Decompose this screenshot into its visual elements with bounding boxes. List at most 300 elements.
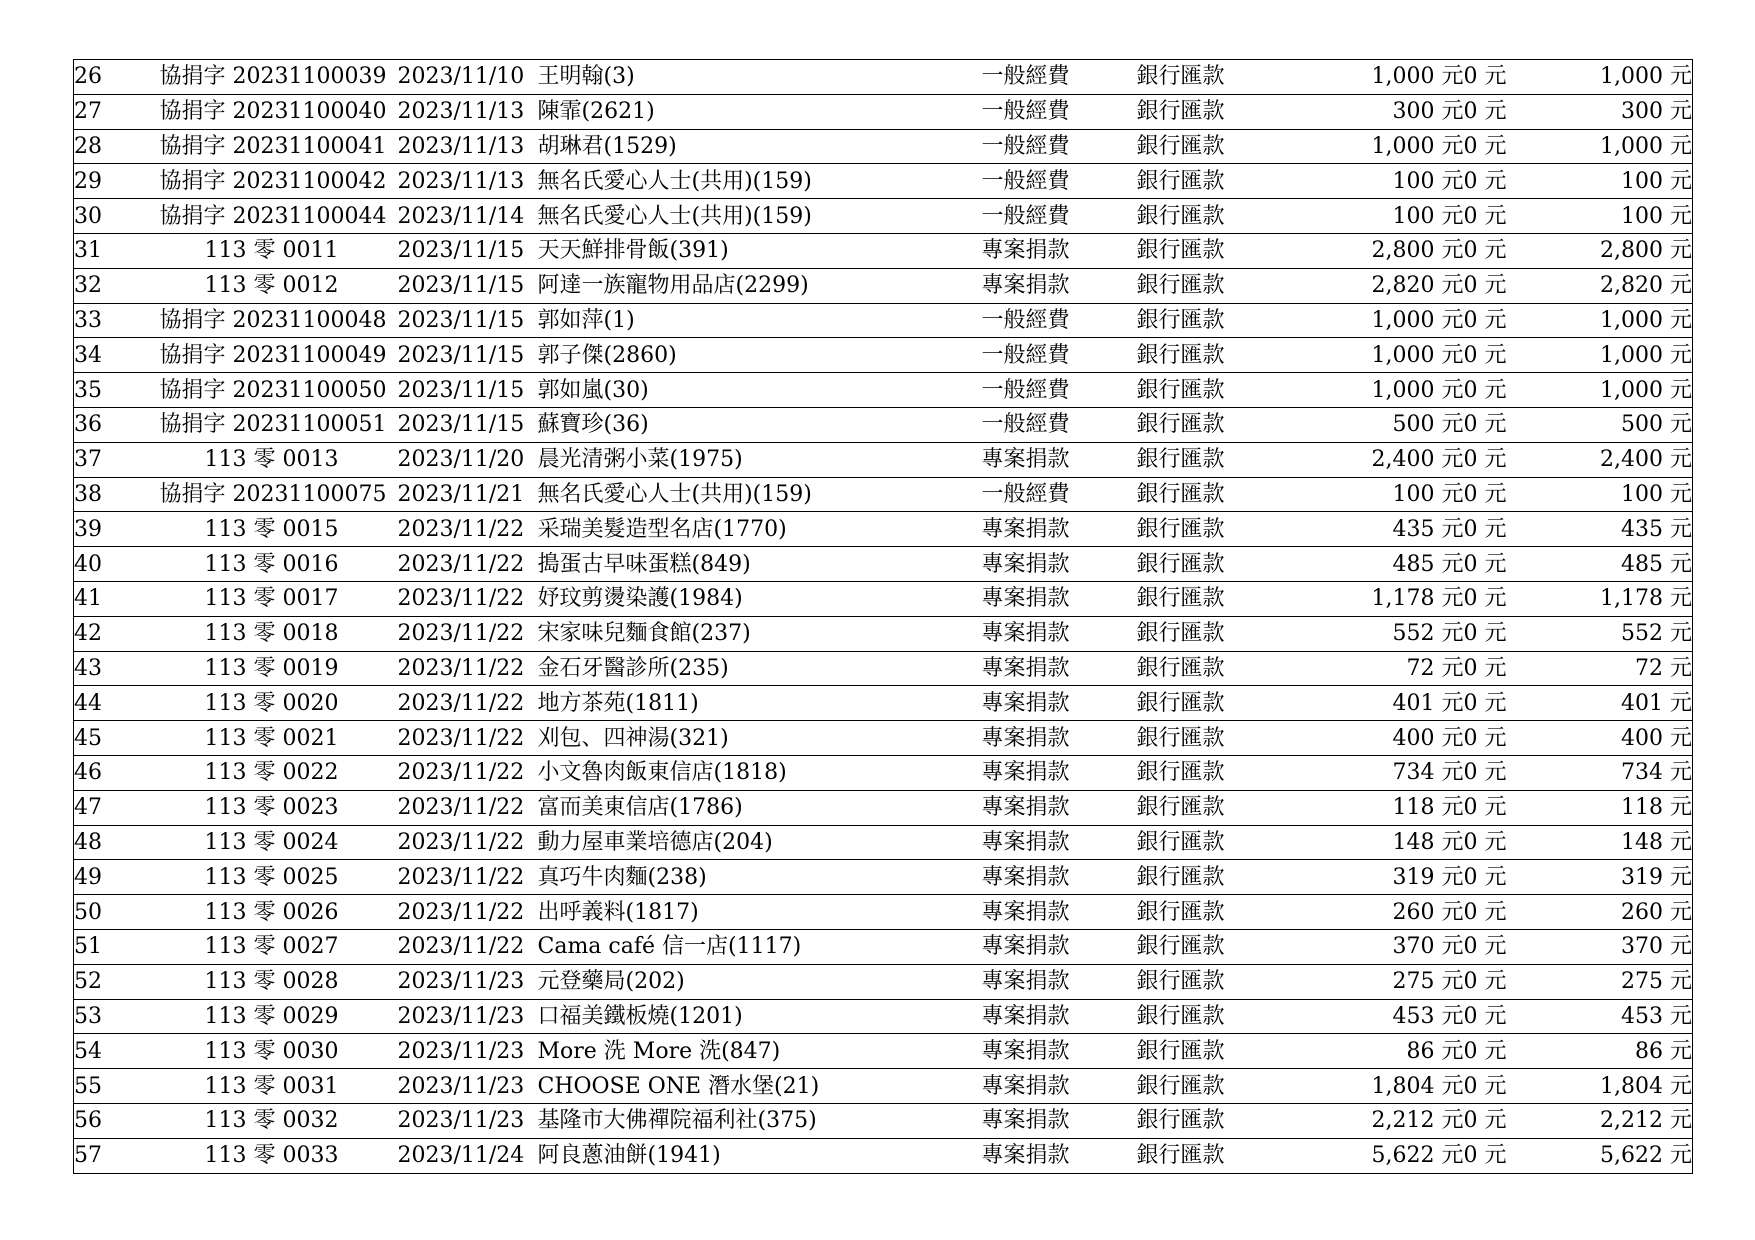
donation-type-cell: 專案捐款 [982, 686, 1137, 721]
donor-name-cell: 無名氏愛心人士(共用)(159) [538, 477, 982, 512]
fee-amount-cell: 0 元 [1464, 581, 1584, 616]
receipt-number-cell: 協捐字 20231100075 [146, 477, 398, 512]
payment-method-cell: 銀行匯款 [1137, 721, 1282, 756]
receipt-number-cell: 113 零 0012 [146, 268, 398, 303]
net-amount-cell: 1,000 元 [1584, 60, 1693, 95]
table-row [74, 721, 1693, 756]
receipt-number-cell: 協捐字 20231100039 [146, 60, 398, 95]
row-number-cell: 38 [74, 477, 146, 512]
ledger-body [74, 60, 1693, 1174]
table-row [74, 94, 1693, 129]
fee-amount-cell: 0 元 [1464, 686, 1584, 721]
row-number-cell: 36 [74, 407, 146, 442]
donation-date-cell: 2023/11/22 [398, 755, 538, 790]
row-number-cell: 57 [74, 1138, 146, 1173]
row-number-cell: 46 [74, 755, 146, 790]
payment-method-cell: 銀行匯款 [1137, 129, 1282, 164]
donation-date-cell: 2023/11/23 [398, 964, 538, 999]
donation-date-cell: 2023/11/13 [398, 129, 538, 164]
row-number-cell: 39 [74, 512, 146, 547]
table-row [74, 60, 1693, 95]
donation-date-cell: 2023/11/22 [398, 929, 538, 964]
payment-method-cell: 銀行匯款 [1137, 477, 1282, 512]
donation-type-cell: 專案捐款 [982, 999, 1137, 1034]
donation-date-cell: 2023/11/22 [398, 825, 538, 860]
payment-method-cell: 銀行匯款 [1137, 233, 1282, 268]
row-number-cell: 28 [74, 129, 146, 164]
payment-method-cell: 銀行匯款 [1137, 373, 1282, 408]
payment-method-cell: 銀行匯款 [1137, 164, 1282, 199]
net-amount-cell: 552 元 [1584, 616, 1693, 651]
donor-name-cell: 搗蛋古早味蛋糕(849) [538, 547, 982, 582]
receipt-number-cell: 協捐字 20231100042 [146, 164, 398, 199]
row-number-cell: 31 [74, 233, 146, 268]
donation-amount-cell: 86 元 [1282, 1034, 1464, 1069]
donation-amount-cell: 1,000 元 [1282, 338, 1464, 373]
receipt-number-cell: 113 零 0023 [146, 790, 398, 825]
payment-method-cell: 銀行匯款 [1137, 1034, 1282, 1069]
donation-type-cell: 專案捐款 [982, 233, 1137, 268]
net-amount-cell: 2,400 元 [1584, 442, 1693, 477]
receipt-number-cell: 113 零 0018 [146, 616, 398, 651]
payment-method-cell: 銀行匯款 [1137, 1138, 1282, 1173]
net-amount-cell: 401 元 [1584, 686, 1693, 721]
net-amount-cell: 275 元 [1584, 964, 1693, 999]
row-number-cell: 54 [74, 1034, 146, 1069]
donor-name-cell: 陳霏(2621) [538, 94, 982, 129]
table-row [74, 790, 1693, 825]
donor-name-cell: 金石牙醫診所(235) [538, 651, 982, 686]
table-row [74, 929, 1693, 964]
donation-type-cell: 一般經費 [982, 129, 1137, 164]
donation-type-cell: 專案捐款 [982, 790, 1137, 825]
fee-amount-cell: 0 元 [1464, 1103, 1584, 1138]
net-amount-cell: 72 元 [1584, 651, 1693, 686]
donation-type-cell: 專案捐款 [982, 755, 1137, 790]
row-number-cell: 27 [74, 94, 146, 129]
donation-type-cell: 專案捐款 [982, 929, 1137, 964]
payment-method-cell: 銀行匯款 [1137, 407, 1282, 442]
table-row [74, 407, 1693, 442]
table-row [74, 164, 1693, 199]
donation-amount-cell: 2,800 元 [1282, 233, 1464, 268]
row-number-cell: 35 [74, 373, 146, 408]
donation-date-cell: 2023/11/23 [398, 1034, 538, 1069]
donor-name-cell: 宋家味兒麵食館(237) [538, 616, 982, 651]
donation-amount-cell: 100 元 [1282, 477, 1464, 512]
receipt-number-cell: 113 零 0021 [146, 721, 398, 756]
row-number-cell: 41 [74, 581, 146, 616]
table-row [74, 1034, 1693, 1069]
receipt-number-cell: 113 零 0020 [146, 686, 398, 721]
donation-amount-cell: 2,400 元 [1282, 442, 1464, 477]
donor-name-cell: 蘇寶珍(36) [538, 407, 982, 442]
payment-method-cell: 銀行匯款 [1137, 616, 1282, 651]
fee-amount-cell: 0 元 [1464, 616, 1584, 651]
fee-amount-cell: 0 元 [1464, 1034, 1584, 1069]
donor-name-cell: 郭子傑(2860) [538, 338, 982, 373]
donation-type-cell: 專案捐款 [982, 1138, 1137, 1173]
net-amount-cell: 500 元 [1584, 407, 1693, 442]
donation-amount-cell: 1,178 元 [1282, 581, 1464, 616]
donation-amount-cell: 300 元 [1282, 94, 1464, 129]
donation-amount-cell: 1,000 元 [1282, 303, 1464, 338]
table-row [74, 755, 1693, 790]
table-row [74, 1069, 1693, 1104]
donor-name-cell: CHOOSE ONE 潛水堡(21) [538, 1069, 982, 1104]
row-number-cell: 44 [74, 686, 146, 721]
donation-type-cell: 專案捐款 [982, 860, 1137, 895]
donation-date-cell: 2023/11/15 [398, 338, 538, 373]
payment-method-cell: 銀行匯款 [1137, 895, 1282, 930]
receipt-number-cell: 協捐字 20231100049 [146, 338, 398, 373]
donation-amount-cell: 118 元 [1282, 790, 1464, 825]
table-row [74, 1103, 1693, 1138]
donation-amount-cell: 148 元 [1282, 825, 1464, 860]
net-amount-cell: 260 元 [1584, 895, 1693, 930]
net-amount-cell: 300 元 [1584, 94, 1693, 129]
row-number-cell: 53 [74, 999, 146, 1034]
receipt-number-cell: 113 零 0032 [146, 1103, 398, 1138]
donation-date-cell: 2023/11/15 [398, 407, 538, 442]
donor-name-cell: 郭如嵐(30) [538, 373, 982, 408]
donation-type-cell: 專案捐款 [982, 1069, 1137, 1104]
donation-date-cell: 2023/11/22 [398, 686, 538, 721]
fee-amount-cell: 0 元 [1464, 999, 1584, 1034]
receipt-number-cell: 協捐字 20231100040 [146, 94, 398, 129]
receipt-number-cell: 協捐字 20231100048 [146, 303, 398, 338]
donation-type-cell: 專案捐款 [982, 1103, 1137, 1138]
fee-amount-cell: 0 元 [1464, 268, 1584, 303]
table-row [74, 512, 1693, 547]
table-row [74, 199, 1693, 234]
donation-amount-cell: 552 元 [1282, 616, 1464, 651]
donor-name-cell: 真巧牛肉麵(238) [538, 860, 982, 895]
donation-amount-cell: 370 元 [1282, 929, 1464, 964]
fee-amount-cell: 0 元 [1464, 790, 1584, 825]
donor-name-cell: 地方茶苑(1811) [538, 686, 982, 721]
donation-date-cell: 2023/11/24 [398, 1138, 538, 1173]
donation-amount-cell: 5,622 元 [1282, 1138, 1464, 1173]
fee-amount-cell: 0 元 [1464, 233, 1584, 268]
donor-name-cell: 動力屋車業培德店(204) [538, 825, 982, 860]
payment-method-cell: 銀行匯款 [1137, 60, 1282, 95]
donation-amount-cell: 500 元 [1282, 407, 1464, 442]
fee-amount-cell: 0 元 [1464, 651, 1584, 686]
row-number-cell: 47 [74, 790, 146, 825]
row-number-cell: 30 [74, 199, 146, 234]
donation-amount-cell: 435 元 [1282, 512, 1464, 547]
payment-method-cell: 銀行匯款 [1137, 512, 1282, 547]
donor-name-cell: 出呼義料(1817) [538, 895, 982, 930]
payment-method-cell: 銀行匯款 [1137, 755, 1282, 790]
net-amount-cell: 2,820 元 [1584, 268, 1693, 303]
net-amount-cell: 86 元 [1584, 1034, 1693, 1069]
receipt-number-cell: 協捐字 20231100050 [146, 373, 398, 408]
fee-amount-cell: 0 元 [1464, 373, 1584, 408]
receipt-number-cell: 協捐字 20231100044 [146, 199, 398, 234]
table-row [74, 651, 1693, 686]
receipt-number-cell: 113 零 0028 [146, 964, 398, 999]
row-number-cell: 48 [74, 825, 146, 860]
net-amount-cell: 453 元 [1584, 999, 1693, 1034]
donation-date-cell: 2023/11/15 [398, 303, 538, 338]
table-row [74, 268, 1693, 303]
payment-method-cell: 銀行匯款 [1137, 651, 1282, 686]
donation-type-cell: 一般經費 [982, 60, 1137, 95]
fee-amount-cell: 0 元 [1464, 755, 1584, 790]
donor-name-cell: 王明翰(3) [538, 60, 982, 95]
receipt-number-cell: 協捐字 20231100041 [146, 129, 398, 164]
donor-name-cell: 口福美鐵板燒(1201) [538, 999, 982, 1034]
table-row [74, 303, 1693, 338]
table-row [74, 233, 1693, 268]
net-amount-cell: 400 元 [1584, 721, 1693, 756]
receipt-number-cell: 113 零 0033 [146, 1138, 398, 1173]
net-amount-cell: 1,000 元 [1584, 129, 1693, 164]
donation-date-cell: 2023/11/22 [398, 547, 538, 582]
donation-date-cell: 2023/11/15 [398, 268, 538, 303]
row-number-cell: 49 [74, 860, 146, 895]
receipt-number-cell: 113 零 0016 [146, 547, 398, 582]
donation-date-cell: 2023/11/10 [398, 60, 538, 95]
donation-amount-cell: 2,212 元 [1282, 1103, 1464, 1138]
donation-amount-cell: 2,820 元 [1282, 268, 1464, 303]
payment-method-cell: 銀行匯款 [1137, 999, 1282, 1034]
table-row [74, 547, 1693, 582]
donor-name-cell: 元登藥局(202) [538, 964, 982, 999]
payment-method-cell: 銀行匯款 [1137, 268, 1282, 303]
fee-amount-cell: 0 元 [1464, 129, 1584, 164]
payment-method-cell: 銀行匯款 [1137, 1103, 1282, 1138]
table-row [74, 338, 1693, 373]
net-amount-cell: 100 元 [1584, 199, 1693, 234]
fee-amount-cell: 0 元 [1464, 512, 1584, 547]
net-amount-cell: 1,000 元 [1584, 303, 1693, 338]
donation-date-cell: 2023/11/13 [398, 94, 538, 129]
donation-amount-cell: 1,000 元 [1282, 129, 1464, 164]
payment-method-cell: 銀行匯款 [1137, 929, 1282, 964]
donor-name-cell: 郭如萍(1) [538, 303, 982, 338]
net-amount-cell: 5,622 元 [1584, 1138, 1693, 1173]
donor-name-cell: Cama café 信一店(1117) [538, 929, 982, 964]
donation-date-cell: 2023/11/13 [398, 164, 538, 199]
donation-type-cell: 專案捐款 [982, 512, 1137, 547]
receipt-number-cell: 113 零 0024 [146, 825, 398, 860]
donation-date-cell: 2023/11/15 [398, 373, 538, 408]
donation-amount-cell: 401 元 [1282, 686, 1464, 721]
donation-type-cell: 專案捐款 [982, 1034, 1137, 1069]
donation-amount-cell: 485 元 [1282, 547, 1464, 582]
donation-date-cell: 2023/11/21 [398, 477, 538, 512]
donation-date-cell: 2023/11/23 [398, 1103, 538, 1138]
payment-method-cell: 銀行匯款 [1137, 199, 1282, 234]
net-amount-cell: 319 元 [1584, 860, 1693, 895]
donation-type-cell: 專案捐款 [982, 651, 1137, 686]
donation-type-cell: 專案捐款 [982, 581, 1137, 616]
donation-amount-cell: 275 元 [1282, 964, 1464, 999]
donation-type-cell: 專案捐款 [982, 825, 1137, 860]
fee-amount-cell: 0 元 [1464, 477, 1584, 512]
donation-amount-cell: 453 元 [1282, 999, 1464, 1034]
donation-date-cell: 2023/11/14 [398, 199, 538, 234]
net-amount-cell: 148 元 [1584, 825, 1693, 860]
table-row [74, 964, 1693, 999]
payment-method-cell: 銀行匯款 [1137, 303, 1282, 338]
receipt-number-cell: 113 零 0017 [146, 581, 398, 616]
donation-date-cell: 2023/11/22 [398, 616, 538, 651]
donation-type-cell: 一般經費 [982, 303, 1137, 338]
payment-method-cell: 銀行匯款 [1137, 338, 1282, 373]
row-number-cell: 45 [74, 721, 146, 756]
row-number-cell: 40 [74, 547, 146, 582]
net-amount-cell: 1,178 元 [1584, 581, 1693, 616]
table-row [74, 477, 1693, 512]
donation-type-cell: 專案捐款 [982, 442, 1137, 477]
row-number-cell: 50 [74, 895, 146, 930]
donation-date-cell: 2023/11/22 [398, 721, 538, 756]
receipt-number-cell: 113 零 0030 [146, 1034, 398, 1069]
donation-amount-cell: 260 元 [1282, 895, 1464, 930]
payment-method-cell: 銀行匯款 [1137, 825, 1282, 860]
donation-date-cell: 2023/11/22 [398, 895, 538, 930]
donor-name-cell: 阿良蔥油餅(1941) [538, 1138, 982, 1173]
donation-type-cell: 專案捐款 [982, 964, 1137, 999]
receipt-number-cell: 113 零 0031 [146, 1069, 398, 1104]
payment-method-cell: 銀行匯款 [1137, 1069, 1282, 1104]
donation-amount-cell: 734 元 [1282, 755, 1464, 790]
net-amount-cell: 100 元 [1584, 164, 1693, 199]
row-number-cell: 37 [74, 442, 146, 477]
fee-amount-cell: 0 元 [1464, 94, 1584, 129]
row-number-cell: 51 [74, 929, 146, 964]
fee-amount-cell: 0 元 [1464, 60, 1584, 95]
payment-method-cell: 銀行匯款 [1137, 964, 1282, 999]
fee-amount-cell: 0 元 [1464, 164, 1584, 199]
fee-amount-cell: 0 元 [1464, 964, 1584, 999]
donation-type-cell: 一般經費 [982, 477, 1137, 512]
fee-amount-cell: 0 元 [1464, 442, 1584, 477]
donation-amount-cell: 1,000 元 [1282, 60, 1464, 95]
donor-name-cell: 妤玟剪燙染護(1984) [538, 581, 982, 616]
fee-amount-cell: 0 元 [1464, 303, 1584, 338]
donation-amount-cell: 72 元 [1282, 651, 1464, 686]
donation-amount-cell: 319 元 [1282, 860, 1464, 895]
donation-date-cell: 2023/11/23 [398, 999, 538, 1034]
row-number-cell: 29 [74, 164, 146, 199]
net-amount-cell: 1,804 元 [1584, 1069, 1693, 1104]
donor-name-cell: 天天鮮排骨飯(391) [538, 233, 982, 268]
net-amount-cell: 1,000 元 [1584, 373, 1693, 408]
net-amount-cell: 485 元 [1584, 547, 1693, 582]
net-amount-cell: 370 元 [1584, 929, 1693, 964]
payment-method-cell: 銀行匯款 [1137, 94, 1282, 129]
donor-name-cell: 刈包、四神湯(321) [538, 721, 982, 756]
donation-amount-cell: 1,000 元 [1282, 373, 1464, 408]
donation-type-cell: 專案捐款 [982, 895, 1137, 930]
row-number-cell: 26 [74, 60, 146, 95]
row-number-cell: 52 [74, 964, 146, 999]
table-row [74, 825, 1693, 860]
net-amount-cell: 2,212 元 [1584, 1103, 1693, 1138]
receipt-number-cell: 113 零 0029 [146, 999, 398, 1034]
table-row [74, 129, 1693, 164]
donation-type-cell: 專案捐款 [982, 721, 1137, 756]
payment-method-cell: 銀行匯款 [1137, 790, 1282, 825]
table-row [74, 1138, 1693, 1173]
donor-name-cell: 小文魯肉飯東信店(1818) [538, 755, 982, 790]
donor-name-cell: 富而美東信店(1786) [538, 790, 982, 825]
net-amount-cell: 734 元 [1584, 755, 1693, 790]
table-row [74, 581, 1693, 616]
receipt-number-cell: 113 零 0022 [146, 755, 398, 790]
donor-name-cell: 阿達一族寵物用品店(2299) [538, 268, 982, 303]
donation-date-cell: 2023/11/22 [398, 651, 538, 686]
net-amount-cell: 100 元 [1584, 477, 1693, 512]
payment-method-cell: 銀行匯款 [1137, 860, 1282, 895]
donor-name-cell: 無名氏愛心人士(共用)(159) [538, 164, 982, 199]
donor-name-cell: 晨光清粥小菜(1975) [538, 442, 982, 477]
receipt-number-cell: 113 零 0015 [146, 512, 398, 547]
donation-type-cell: 一般經費 [982, 164, 1137, 199]
fee-amount-cell: 0 元 [1464, 721, 1584, 756]
net-amount-cell: 435 元 [1584, 512, 1693, 547]
fee-amount-cell: 0 元 [1464, 929, 1584, 964]
payment-method-cell: 銀行匯款 [1137, 442, 1282, 477]
fee-amount-cell: 0 元 [1464, 1069, 1584, 1104]
fee-amount-cell: 0 元 [1464, 338, 1584, 373]
receipt-number-cell: 113 零 0025 [146, 860, 398, 895]
fee-amount-cell: 0 元 [1464, 895, 1584, 930]
table-row [74, 999, 1693, 1034]
fee-amount-cell: 0 元 [1464, 407, 1584, 442]
table-row [74, 442, 1693, 477]
receipt-number-cell: 113 零 0013 [146, 442, 398, 477]
fee-amount-cell: 0 元 [1464, 860, 1584, 895]
donation-type-cell: 一般經費 [982, 94, 1137, 129]
row-number-cell: 43 [74, 651, 146, 686]
row-number-cell: 34 [74, 338, 146, 373]
payment-method-cell: 銀行匯款 [1137, 547, 1282, 582]
donation-amount-cell: 1,804 元 [1282, 1069, 1464, 1104]
fee-amount-cell: 0 元 [1464, 1138, 1584, 1173]
fee-amount-cell: 0 元 [1464, 199, 1584, 234]
donor-name-cell: 胡琳君(1529) [538, 129, 982, 164]
net-amount-cell: 2,800 元 [1584, 233, 1693, 268]
donation-type-cell: 專案捐款 [982, 268, 1137, 303]
donation-type-cell: 一般經費 [982, 199, 1137, 234]
payment-method-cell: 銀行匯款 [1137, 581, 1282, 616]
donor-name-cell: 無名氏愛心人士(共用)(159) [538, 199, 982, 234]
donor-name-cell: 基隆市大佛禪院福利社(375) [538, 1103, 982, 1138]
donation-type-cell: 一般經費 [982, 373, 1137, 408]
donation-date-cell: 2023/11/15 [398, 233, 538, 268]
row-number-cell: 42 [74, 616, 146, 651]
donation-date-cell: 2023/11/22 [398, 860, 538, 895]
donation-date-cell: 2023/11/23 [398, 1069, 538, 1104]
table-row [74, 616, 1693, 651]
receipt-number-cell: 113 零 0011 [146, 233, 398, 268]
fee-amount-cell: 0 元 [1464, 825, 1584, 860]
donation-date-cell: 2023/11/22 [398, 581, 538, 616]
table-row [74, 373, 1693, 408]
donation-ledger-table [73, 59, 1693, 1174]
row-number-cell: 33 [74, 303, 146, 338]
donation-date-cell: 2023/11/22 [398, 790, 538, 825]
donation-amount-cell: 400 元 [1282, 721, 1464, 756]
donor-name-cell: 采瑞美髮造型名店(1770) [538, 512, 982, 547]
receipt-number-cell: 113 零 0027 [146, 929, 398, 964]
